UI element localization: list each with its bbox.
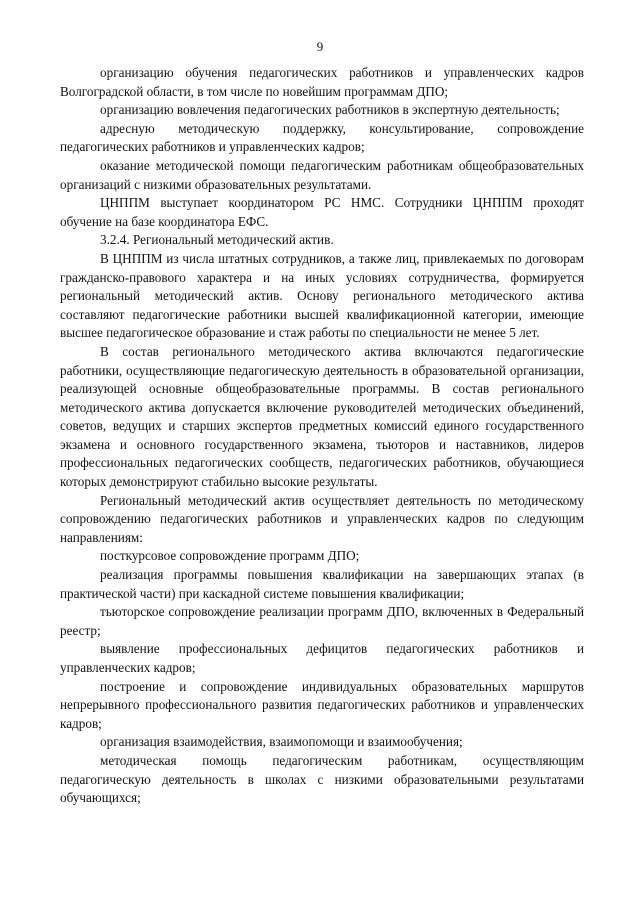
list-item: реализация программы повышения квалификации на завершающих этапах (в практической части) при каскадной системе повышения квалификации; [60,567,584,601]
paragraph: ЦНППМ выступает координатором РС НМС. Сотрудники ЦНППМ проходят обучение на базе координатора ЕФС. [60,195,584,229]
paragraph: В состав регионального методического актива включаются педагогические работники, осуществляющие педагогическую деятельность в образовательной организации, реализующей основные общеобразовательные программы. В состав регионального методического актива допускается включение руководителей методических объединений, советов, ведущих и старших экспертов предметных комиссий единого государственного экзамена и основного государственного экзамена, тьюторов и наставников, лидеров профессиональных педагогических сообществ, педагогических работников, обучающиеся которых демонстрируют стабильно высокие результаты. [60,343,584,490]
list-item: построение и сопровождение индивидуальных образовательных маршрутов непрерывного профессионального развития педагогических работников и управленческих кадров; [60,678,584,731]
list-item: методическая помощь педагогическим работникам, осуществляющим педагогическую деятельность в школах с низкими образовательными результатами обучающихся; [60,752,584,806]
paragraph: оказание методической помощи педагогическим работникам общеобразовательных организаций с низкими образовательных результатами. [60,157,584,192]
section-heading: 3.2.4. Региональный методический актив. [100,232,334,248]
paragraph: В ЦНППМ из числа штатных сотрудников, а также лиц, привлекаемых по договорам гражданско-правового характера и на иных условиях сотрудничества, формируется региональный методический актив. Основу регионального методического актива составляют педагогические работники высшей квалификационной категории, имеющие высшее педагогическое образование и стаж работы по специальности не менее 5 лет. [60,250,584,341]
list-item: организация взаимодействия, взаимопомощи и взаимообучения; [100,734,463,750]
paragraph: Региональный методический актив осуществляет деятельность по методическому сопровождению педагогических работников и управленческих кадров по следующим направлениям: [60,492,584,545]
document-body [60,64,584,808]
page-number: 9 [316,39,324,54]
paragraph: организацию вовлечения педагогических работников в экспертную деятельность; [100,102,560,118]
list-item: тьюторское сопровождение реализации программ ДПО, включенных в Федеральный реестр; [60,604,584,638]
paragraph: организацию обучения педагогических работников и управленческих кадров Волгоградской области, в том числе по новейшим программам ДПО; [60,65,584,99]
list-item: посткурсовое сопровождение программ ДПО; [100,548,360,564]
list-item: выявление профессиональных дефицитов педагогических работников и управленческих кадров; [60,641,584,675]
paragraph: адресную методическую поддержку, консультирование, сопровождение педагогических работников и управленческих кадров; [60,120,584,155]
